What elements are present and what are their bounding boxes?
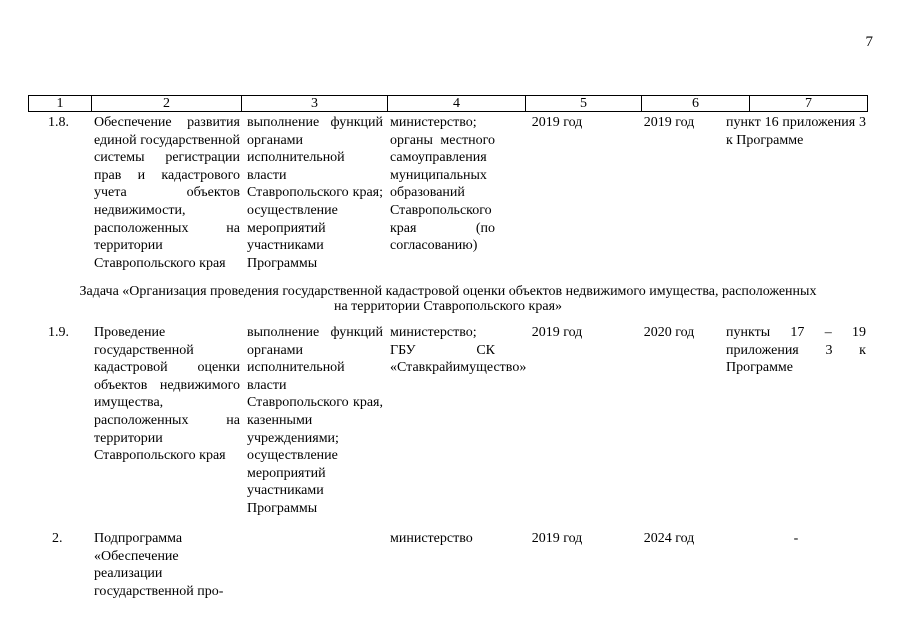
program-link: пункты 17 – 19 приложения 3 к Программе xyxy=(726,325,866,376)
header-col-3: 3 xyxy=(241,96,387,111)
end-year: 2024 год xyxy=(643,531,695,546)
header-col-6: 6 xyxy=(641,96,749,111)
row-number: 1.9. xyxy=(48,325,69,340)
row-number: 2. xyxy=(52,531,63,546)
task-heading-line: на территории Ставропольского края» xyxy=(333,299,563,314)
measure-action: выполнение функций органами исполнительной власти Ставропольского края, казенными учреждениями; осуществление мероприятий участниками Программы xyxy=(247,325,383,516)
row-number: 1.8. xyxy=(48,115,69,130)
measure-action: выполнение функций органами исполнительной власти Ставропольского края; осуществление мероприятий участниками Программы xyxy=(247,115,383,271)
task-heading xyxy=(28,284,868,314)
header-col-2: 2 xyxy=(91,96,241,111)
start-year: 2019 год xyxy=(531,115,583,130)
end-year: 2020 год xyxy=(643,325,695,340)
header-col-5: 5 xyxy=(525,96,641,111)
measure-executor: министерство; органы местного самоуправления муниципальных образований Ставропольского края (по согласованию) xyxy=(390,115,495,254)
measure-name: Обеспечение развития единой государственной системы регистрации прав и кадастрового учета объектов недвижимости, расположенных на территории Ставропольского края xyxy=(94,115,240,271)
header-col-1: 1 xyxy=(56,96,64,111)
measure-name: Проведение государственной кадастровой оценки объектов недвижимого имущества, расположенных на территории Ставропольского края xyxy=(94,325,240,464)
task-heading-line: Задача «Организация проведения государственной кадастровой оценки объектов недвижимого имущества, расположенных xyxy=(79,284,817,299)
table-header xyxy=(28,95,868,112)
start-year: 2019 год xyxy=(531,531,583,546)
measure-name: Подпрограмма «Обеспечение реализации государственной про- xyxy=(94,531,224,599)
measure-executor: министерство; ГБУ СК «Ставкрайимущество» xyxy=(390,325,527,376)
start-year: 2019 год xyxy=(531,325,583,340)
end-year: 2019 год xyxy=(643,115,695,130)
page-number: 7 xyxy=(865,34,873,50)
program-link: пункт 16 приложения 3 к Программе xyxy=(726,115,866,148)
header-col-4: 4 xyxy=(387,96,525,111)
header-col-7: 7 xyxy=(749,96,867,111)
measure-executor: министерство xyxy=(390,531,473,546)
program-link: - xyxy=(793,531,799,546)
